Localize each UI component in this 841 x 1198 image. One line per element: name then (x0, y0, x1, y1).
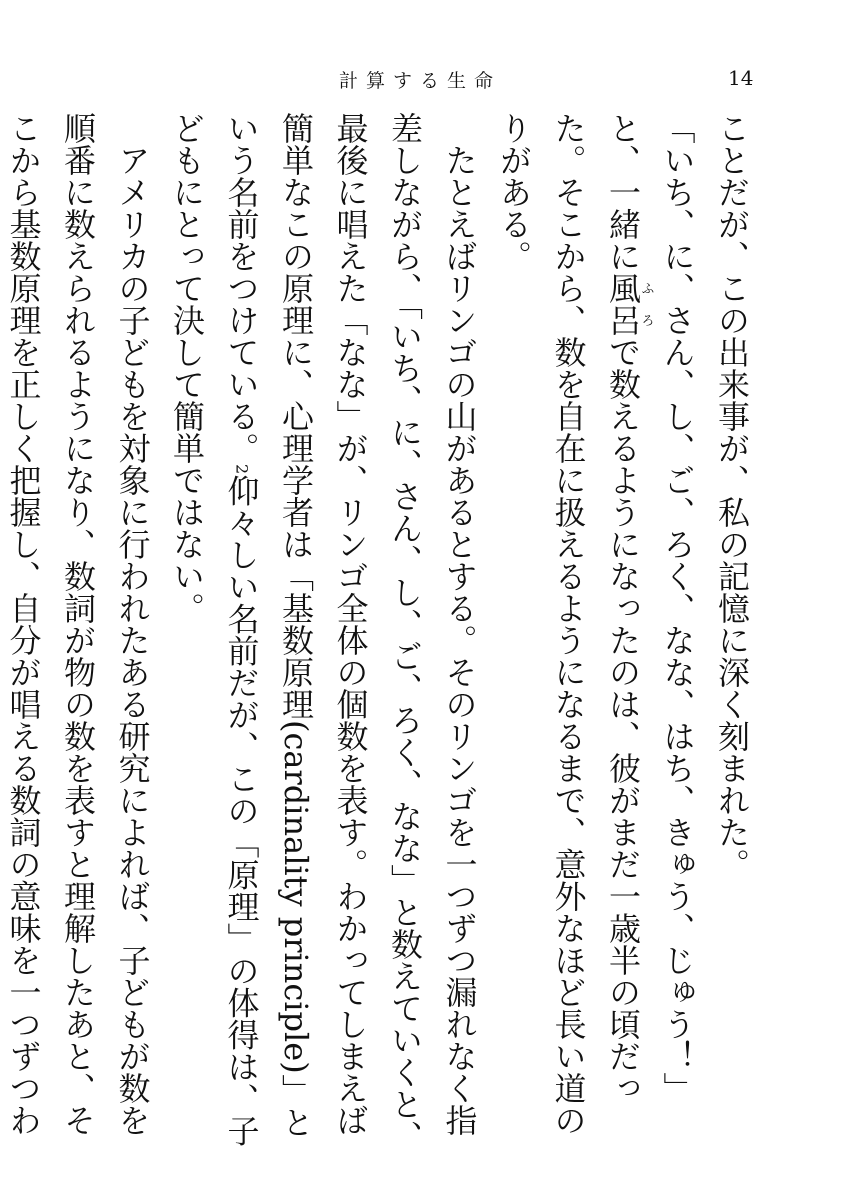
paragraph-1 (705, 112, 760, 1164)
page-number: 14 (728, 66, 754, 90)
paragraph-4-text: アメリカの子どもを対象に行われたある研究によれば、子どもが数を順番に数えられるようになり、数詞が物の数を表すと理解したあと、そこから基数原理を正しく把握し、自分が唱える数詞の意味を一つずつわ (4, 112, 152, 1136)
paragraph-1-text: ことだが、この出来事が、私の記憶に深く刻まれた。 (713, 112, 751, 880)
paragraph-2 (487, 112, 705, 1164)
running-title: 計算する生命 (338, 70, 501, 92)
paragraph-3 (160, 112, 487, 1164)
furo-ruby (604, 272, 654, 336)
paragraph-2-text-b: で数えるようになったのは、彼がまだ一歳半の頃だった。そこから、数を自在に扱えるようになるまで、意外なほど長い道のりがある。 (495, 112, 642, 1136)
body-text (4, 112, 759, 1164)
paragraph-2-text-a: 「いち、に、さん、し、ご、ろく、なな、はち、きゅう、じゅう！」と、一緒に (604, 112, 697, 1104)
paragraph-3-text-b: 仰々しい名前だが、この「原理」の体得は、子どもにとって決して簡単ではない。 (168, 112, 261, 1147)
paragraph-3-text-a: たとえばリンゴの山があるとする。そのリンゴを一つずつ漏れなく指差しながら、「いち、に、さん、し、ご、ろく、なな」と数えていくと、最後に唱えた「なな」が、リンゴ全体の個数を表す。わかってしまえば簡単なこの原理に、心理学者は「基数原理(cardinality principle)」という名前をつけている。 (222, 112, 479, 1152)
furo-ruby-reading: ふろ (638, 272, 654, 336)
note-ref-2: 2 (232, 464, 252, 475)
paragraph-4 (0, 112, 160, 1164)
furo-ruby-base: 風呂 (604, 272, 642, 336)
